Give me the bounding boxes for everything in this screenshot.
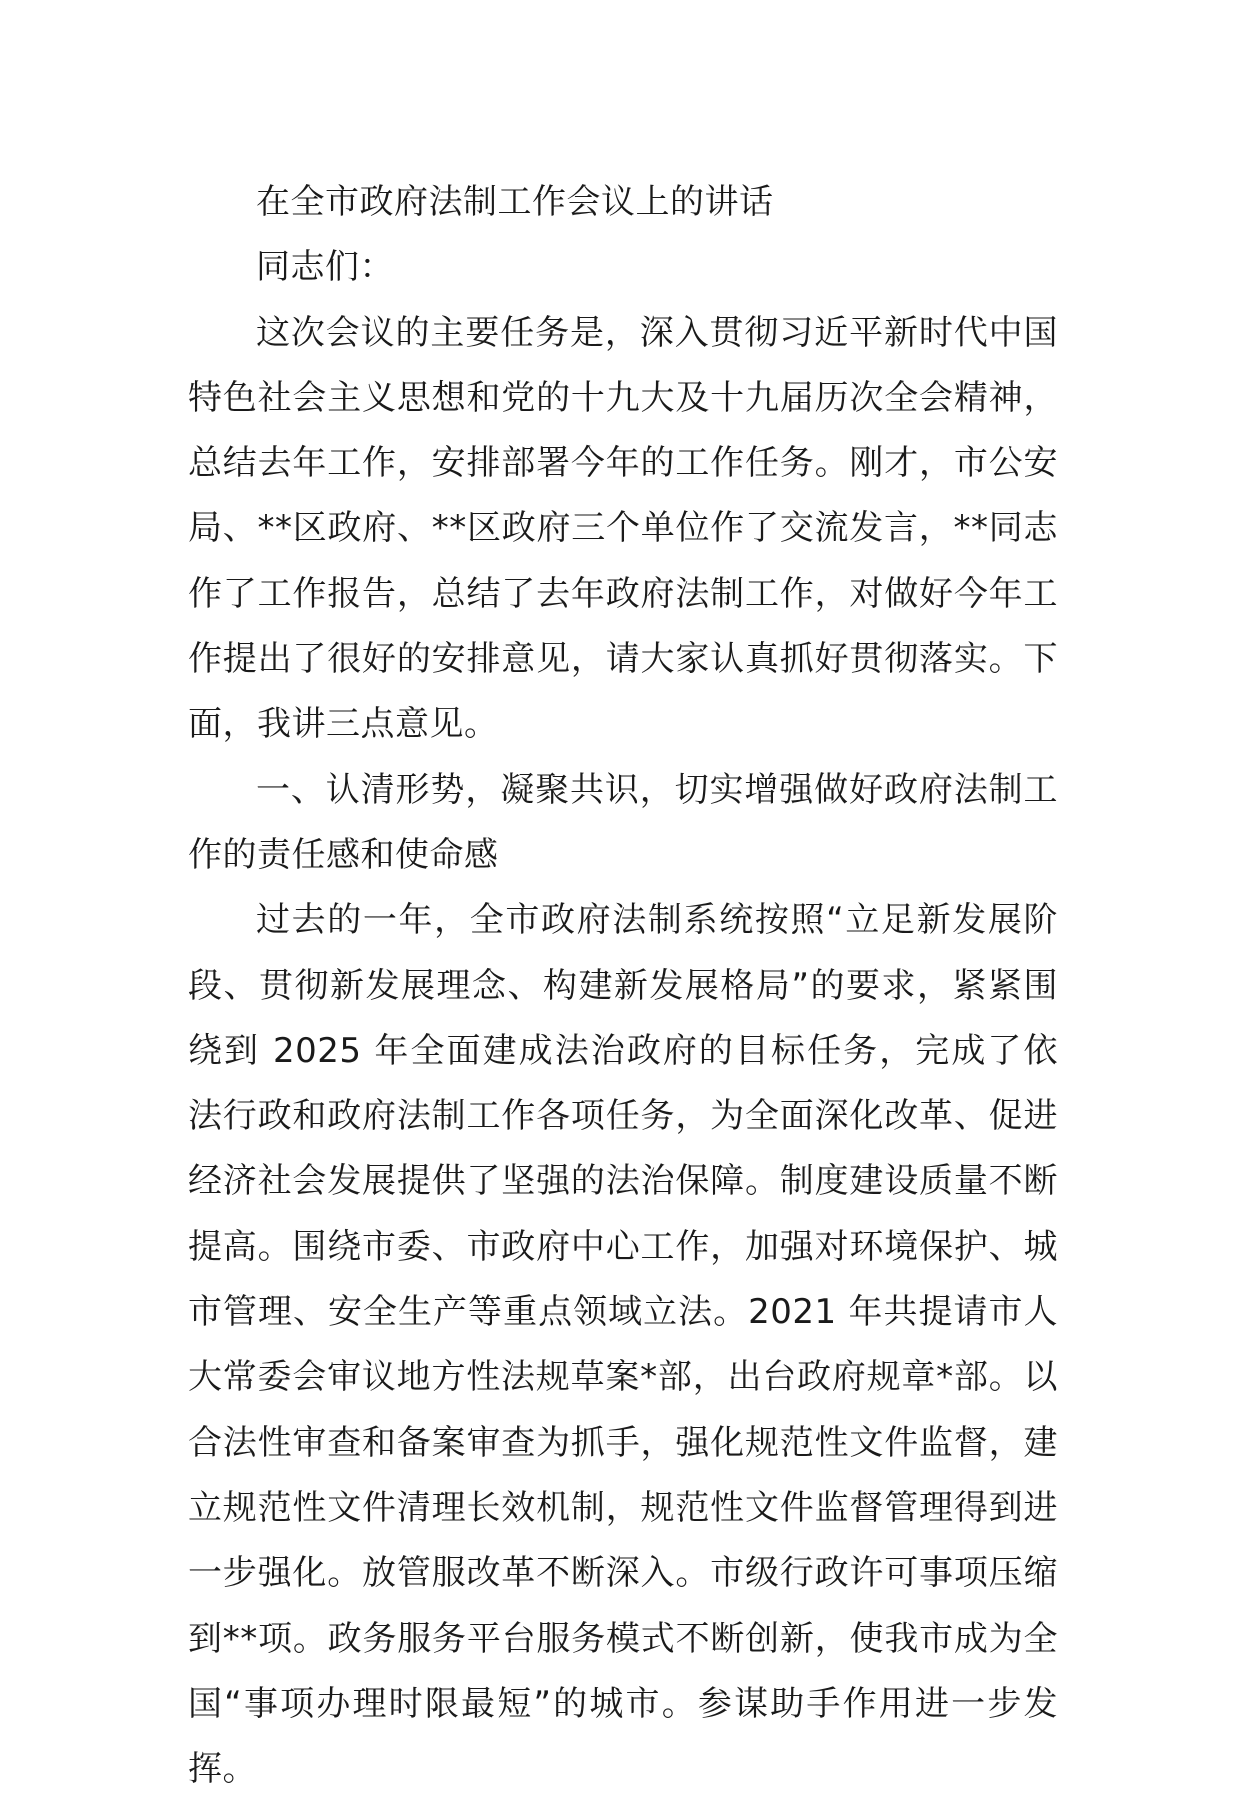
document-body: [188, 170, 1058, 1802]
section-heading-1: 一、认清形势，凝聚共识，切实增强做好政府法制工作的责任感和使命感: [188, 769, 1058, 875]
paragraph-intro: 这次会议的主要任务是，深入贯彻习近平新时代中国特色社会主义思想和党的十九大及十九届历次全会精神，总结去年工作，安排部署今年的工作任务。刚才，市公安局、**区政府、**区政府三个单位作了交流发言，**同志作了工作报告，总结了去年政府法制工作，对做好今年工作提出了很好的安排意见，请大家认真抓好贯彻落实。下面，我讲三点意见。: [188, 312, 1058, 745]
paragraph-review: 过去的一年，全市政府法制系统按照“立足新发展阶段、贯彻新发展理念、构建新发展格局”的要求，紧紧围绕到 2025 年全面建成法治政府的目标任务，完成了依法行政和政府法制工作各项任务，为全面深化改革、促进经济社会发展提供了坚强的法治保障。制度建设质量不断提高。围绕市委、市政府中心工作，加强对环境保护、城市管理、安全生产等重点领域立法。2021 年共提请市人大常委会审议地方性法规草案*部，出台政府规章*部。以合法性审查和备案审查为抓手，强化规范性文件监督，建立规范性文件清理长效机制，规范性文件监督管理得到进一步强化。放管服改革不断深入。市级行政许可事项压缩到**项。政务服务平台服务模式不断创新，使我市成为全国“事项办理时限最短”的城市。参谋助手作用进一步发挥。: [188, 900, 1058, 1790]
document-title: 在全市政府法制工作会议上的讲话: [256, 182, 774, 222]
salutation: 同志们：: [256, 247, 394, 288]
